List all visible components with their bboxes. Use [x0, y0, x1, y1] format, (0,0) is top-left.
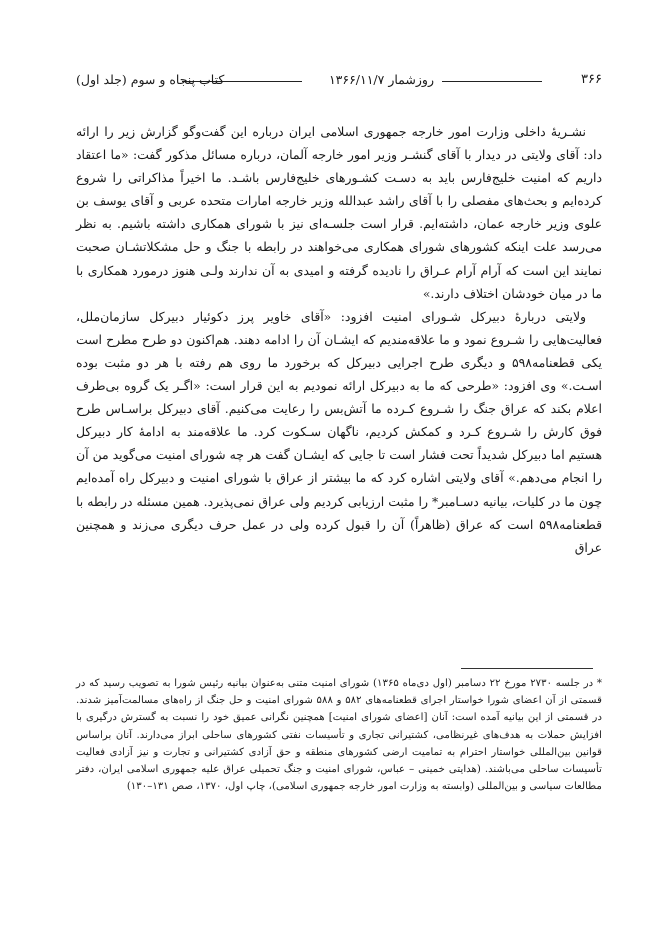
paragraph: نشـریهٔ داخلی وزارت امور خارجه جمهوری اسلامی ایران درباره این گفت‌وگو گزارش زیر را ارائه داد: آقای ولایتی در دیدار با آقای گنشـر وزیر امور خارجه آلمان، درباره مسائل مذکور گفت: «ما اعتقاد داریم که امنیت خلیج‌فارس باید به دسـت کشـورهای خلیج‌فارس باشـد. ما اخیراً مذاکراتی را شروع کرده‌ایم و بحث‌های مفصلی را با آقای راشد عبدالله وزیر خارجه امارات متحده عربی و آقای یوسف بن علوی وزیر خارجه عمان، داشته‌ایم. قرار است جلسـه‌ای نیز با شورای همکاری داشته باشیم. به نظر می‌رسد علت اینکه کشورهای شورای همکاری می‌خواهند در رابطه با جنگ و حل مشکلاتشـان صحبت نمایند این است که آرام آرام عـراق را نادیده گرفته و امیدی به آن ندارند ولـی هنوز درمورد همکاری با ما در میان خودشان اختلاف دارند.»: [76, 124, 602, 301]
header-rule: [442, 81, 542, 82]
page-number: ۳۶۶: [581, 72, 602, 87]
diary-date: روزشمار ۱۳۶۶/۱۱/۷: [328, 72, 434, 87]
footnote: * در جلسه ۲۷۳۰ مورخ ۲۲ دسامبر (اول دی‌ماه ۱۳۶۵) شورای امنیت متنی به‌عنوان بیانیه رئیس شورا به تصویب رسید که در قسمتی از آن اعضای شورا خواستار اجرای قطعنامه‌های ۵۸۲ و ۵۸۸ شورای امنیت و حل جنگ از راه‌های مسالمت‌آمیز شدند. در قسمتی از این بیانیه آمده است: آنان [اعضای شورای امنیت] همچنین نگرانی عمیق خود را نسبت به گسترش درگیری با افزایش حملات به هدف‌های غیرنظامی، کشتیرانی تجاری و تأسیسات نفتی کشورهای ساحلی ابراز می‌دارند. آنان براساس قوانین بین‌المللی خواستار احترام به تمامیت ارضی کشورهای منطقه و حق آزادی کشتیرانی و تجارت و نیز آزادی فعالیت تأسیسات ساحلی می‌باشند. (هدایتی خمینی – عباس، شورای امنیت و جنگ تحمیلی عراق علیه جمهوری اسلامی ایران، دفتر مطالعات سیاسی و بین‌المللی (وابسته به وزارت امور خارجه جمهوری اسلامی)، چاپ اول، ۱۳۷۰، صص ۱۳۱–۱۳۰): [76, 678, 602, 793]
body-text: [76, 120, 602, 559]
paragraph: ولایتی دربارهٔ دبیرکل شـورای امنیت افزود: «آقای خاویر پرز دکوئیار دبیرکل سازمان‌ملل، فعالیت‌هایی را شـروع نمود و ما علاقه‌مندیم که ایشـان آن را ادامه دهند. هم‌اکنون دو طرح مطرح است یکی قطعنامه۵۹۸ و دیگری طرح اجرایی دبیرکل که برخورد ما روی هم رفته با هر دو مثبت بوده اسـت.» وی افزود: «طرحی که ما به دبیرکل ارائه نمودیم به این قرار است: «اگـر یک گروه بی‌طرف اعلام بکند که عراق جنگ را شـروع کـرده ما آتش‌بس را رعایت می‌کنیم. آقای دبیرکل براسـاس طرح فوق کارش را شـروع کـرد و کمکش کردیم، ناگهان سـکوت کرد. ما علاقه‌مند به ادامهٔ کار دبیرکل هستیم اما دبیرکل شدیداً تحت فشار است تا جایی که ایشـان گفت هر چه شورای امنیت می‌گوید من آن را انجام می‌دهم.» آقای ولایتی اشاره کرد که ما بیشتر از عراق با شورای امنیت و دبیرکل راه آمده‌ایم چون ما در کلیات، بیانیه دسـامبر* را مثبت ارزیابی کردیم ولی عراق نمی‌پذیرد. همین مسئله در رابطه با قطعنامه۵۹۸ است که عراق (ظاهراً) آن را قبول کرده ولی در عمل حرف دیگری می‌زند و همچنین عراق: [76, 308, 603, 555]
running-header: [76, 70, 602, 94]
footnote-separator: [461, 668, 593, 669]
book-title: کتاب پنجاه و سوم (جلد اول): [76, 72, 225, 87]
